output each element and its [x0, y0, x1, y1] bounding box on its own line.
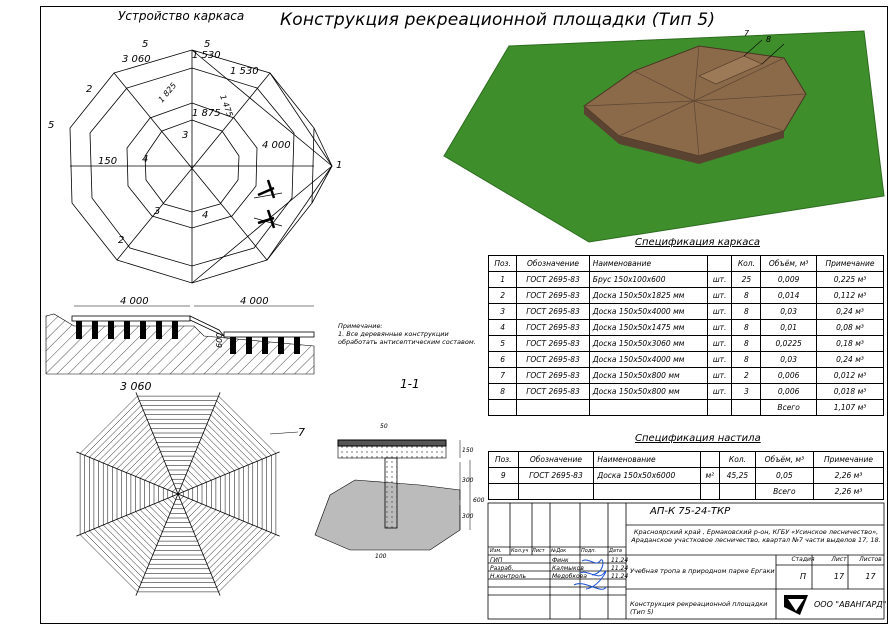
- spec-frame-table: [488, 255, 884, 416]
- frame-dim: 5: [142, 39, 149, 50]
- table-cell: 0,0225: [761, 336, 817, 352]
- table-cell: Поз.: [489, 256, 517, 272]
- detail-dim: 100: [375, 553, 387, 560]
- sheet-value: 17: [833, 572, 845, 581]
- render-callout: 7: [744, 29, 750, 38]
- detail-dim: 300: [462, 513, 474, 520]
- table-cell: 6: [489, 352, 517, 368]
- table-cell: [489, 484, 519, 500]
- table-cell: [594, 484, 700, 500]
- table-cell: Наименование: [594, 452, 700, 468]
- table-cell: 0,012 м³: [816, 368, 883, 384]
- project-location: Красноярский край , Ермаковский р-он, КГБУ «Усинское лесничество», Араданское участковое лесничество, квартал №7 части выделов 17, 18.: [631, 528, 881, 544]
- frame-dim: 5: [204, 39, 211, 50]
- table-cell: 9: [489, 468, 519, 484]
- frame-dim: 2: [118, 235, 125, 246]
- table-cell: Доска 150х50х1825 мм: [589, 288, 707, 304]
- table-cell: Доска 150х50х800 мм: [589, 368, 707, 384]
- frame-dim: 3: [182, 130, 189, 141]
- table-cell: 0,006: [761, 384, 817, 400]
- table-cell: 3: [489, 304, 517, 320]
- table-cell: 0,225 м³: [816, 272, 883, 288]
- table-cell: Брус 150х100х600: [589, 272, 707, 288]
- table-cell: [720, 484, 756, 500]
- stage-label: Стадия: [791, 556, 815, 563]
- detail-title: 1-1: [400, 377, 420, 391]
- table-row: [489, 320, 884, 336]
- frame-dim: 150: [98, 156, 118, 167]
- sheet-label: Лист: [831, 556, 847, 563]
- table-cell: 1,107 м³: [816, 400, 883, 416]
- stamp-person-field: Финк: [552, 557, 569, 564]
- table-row: [489, 272, 884, 288]
- deck-callout: 7: [298, 426, 305, 439]
- table-cell: 2,26 м³: [813, 468, 883, 484]
- table-cell: 2,26 м³: [813, 484, 883, 500]
- table-row: [489, 304, 884, 320]
- table-cell: 0,01: [761, 320, 817, 336]
- table-cell: ГОСТ 2695-83: [517, 368, 590, 384]
- table-cell: ГОСТ 2695-83: [517, 352, 590, 368]
- frame-dim: 4: [202, 210, 209, 221]
- frame-dim: 1 530: [230, 66, 259, 77]
- table-cell: 4: [489, 320, 517, 336]
- table-cell: 2: [732, 368, 761, 384]
- detail-dim: 600: [473, 497, 485, 504]
- table-row: [489, 352, 884, 368]
- table-cell: ГОСТ 2695-83: [517, 288, 590, 304]
- table-cell: Доска 150х50х3060 мм: [589, 336, 707, 352]
- table-cell: 0,08 м³: [816, 320, 883, 336]
- stamp-col-header: Кол.уч: [511, 548, 529, 554]
- table-cell: 7: [489, 368, 517, 384]
- table-cell: 8: [732, 304, 761, 320]
- table-header-row: [489, 452, 884, 468]
- table-cell: [489, 400, 517, 416]
- frame-dim: 1 475: [218, 93, 235, 119]
- table-cell: Поз.: [489, 452, 519, 468]
- spec-deck-table: [488, 451, 884, 500]
- frame-plan-drawing: [42, 28, 372, 300]
- table-cell: 0,03: [761, 304, 817, 320]
- table-cell: 0,018 м³: [816, 384, 883, 400]
- frame-callout: 1: [336, 160, 343, 171]
- stamp-col-header: Изм.: [490, 548, 502, 554]
- stamp-person-field: Калмыков: [552, 565, 584, 572]
- table-cell: шт.: [707, 304, 732, 320]
- detail-dim: 300: [462, 477, 474, 484]
- main-title: Конструкция рекреационной площадки (Тип 5): [280, 10, 716, 30]
- table-cell: 0,24 м³: [816, 352, 883, 368]
- table-cell: [732, 400, 761, 416]
- table-cell: 0,24 м³: [816, 304, 883, 320]
- section-drawing: [44, 296, 334, 376]
- deck-plan-drawing: [60, 376, 320, 616]
- table-cell: 0,05: [755, 468, 813, 484]
- table-cell: [517, 400, 590, 416]
- table-cell: ГОСТ 2695-83: [517, 272, 590, 288]
- table-cell: 45,25: [720, 468, 756, 484]
- sheets-value: 17: [865, 572, 876, 581]
- stamp-person-field: Н.контроль: [490, 573, 526, 580]
- table-total-row: [489, 400, 884, 416]
- frame-dim: 1 825: [156, 80, 179, 105]
- table-cell: Доска 150х50х1475 мм: [589, 320, 707, 336]
- section-dim: 600: [215, 332, 224, 348]
- table-cell: Доска 150х50х4000 мм: [589, 352, 707, 368]
- table-cell: [700, 484, 720, 500]
- frame-dim: 1 530: [192, 50, 221, 61]
- table-cell: Доска 150х50х4000 мм: [589, 304, 707, 320]
- note-text: 1. Все деревянные конструкции обработать антисептическим составом.: [338, 330, 476, 346]
- table-cell: [707, 400, 732, 416]
- deck-dim: 3 060: [120, 380, 152, 393]
- table-cell: 0,03: [761, 352, 817, 368]
- frame-dim: 1 875: [192, 108, 221, 119]
- table-cell: шт.: [707, 272, 732, 288]
- note-title: Примечание:: [338, 322, 383, 330]
- spec-deck-title: Спецификация настила: [635, 433, 761, 444]
- table-row: [489, 384, 884, 400]
- table-cell: 0,18 м³: [816, 336, 883, 352]
- frame-dim: 5: [48, 120, 55, 131]
- table-cell: шт.: [707, 384, 732, 400]
- project-name: Учебная тропа в природном парке Ергаки: [630, 567, 775, 575]
- spec-frame-title: Спецификация каркаса: [635, 237, 761, 248]
- table-cell: ГОСТ 2695-83: [517, 304, 590, 320]
- table-cell: м²: [700, 468, 720, 484]
- table-cell: Всего: [761, 400, 817, 416]
- detail-dim: 50: [380, 423, 388, 430]
- table-cell: Примечание: [816, 256, 883, 272]
- table-cell: ГОСТ 2695-83: [517, 384, 590, 400]
- table-cell: Примечание: [813, 452, 883, 468]
- table-cell: Кол.: [720, 452, 756, 468]
- table-cell: Объём, м³: [761, 256, 817, 272]
- deck-render: [444, 16, 884, 242]
- table-cell: [589, 400, 707, 416]
- frame-dim: 2: [86, 84, 93, 95]
- table-total-row: [489, 484, 884, 500]
- table-row: [489, 288, 884, 304]
- table-cell: 8: [732, 288, 761, 304]
- doc-code: АП-К 75-24-ТКР: [650, 506, 731, 517]
- table-cell: 3: [732, 384, 761, 400]
- table-cell: [707, 256, 732, 272]
- org-name: ООО "АВАНГАРД": [814, 600, 887, 609]
- table-cell: шт.: [707, 320, 732, 336]
- table-cell: 8: [732, 352, 761, 368]
- frame-view-title: Устройство каркаса: [118, 9, 245, 23]
- table-cell: 25: [732, 272, 761, 288]
- detail-dim: 150: [462, 447, 474, 454]
- table-cell: Объём, м³: [755, 452, 813, 468]
- stage-value: П: [799, 572, 806, 581]
- table-cell: 1: [489, 272, 517, 288]
- stamp-person-field: 11.24: [611, 573, 629, 580]
- table-cell: 0,014: [761, 288, 817, 304]
- table-row: [489, 336, 884, 352]
- table-cell: Доска 150х50х800 мм: [589, 384, 707, 400]
- table-cell: 5: [489, 336, 517, 352]
- frame-dim: 4 000: [262, 140, 291, 151]
- render-callout: 8: [766, 35, 772, 44]
- table-cell: 8: [489, 384, 517, 400]
- sheets-label: Листов: [859, 556, 882, 563]
- stamp-col-header: Подп.: [581, 548, 597, 554]
- frame-dim: 4: [142, 154, 149, 165]
- table-cell: шт.: [707, 352, 732, 368]
- table-cell: ГОСТ 2695-83: [517, 336, 590, 352]
- table-header-row: [489, 256, 884, 272]
- table-cell: Обозначение: [517, 256, 590, 272]
- stamp-person-field: Разраб.: [490, 565, 514, 572]
- table-cell: ГОСТ 2695-83: [518, 468, 594, 484]
- table-row: [489, 368, 884, 384]
- table-cell: 8: [732, 320, 761, 336]
- table-row: [489, 468, 884, 484]
- table-cell: Доска 150х50х6000: [594, 468, 700, 484]
- table-cell: шт.: [707, 336, 732, 352]
- stamp-col-header: Дата: [609, 548, 622, 554]
- table-cell: Наименование: [589, 256, 707, 272]
- sheet-title: Конструкция рекреационной площадки (Тип 5): [630, 600, 768, 616]
- frame-dim: 3: [154, 206, 161, 217]
- table-cell: 0,006: [761, 368, 817, 384]
- frame-dim: 3 060: [122, 54, 151, 65]
- table-cell: шт.: [707, 288, 732, 304]
- table-cell: 8: [732, 336, 761, 352]
- table-cell: [700, 452, 720, 468]
- table-cell: 0,009: [761, 272, 817, 288]
- table-cell: ГОСТ 2695-83: [517, 320, 590, 336]
- section-dim: 4 000: [240, 296, 269, 307]
- stamp-person-field: 11.24: [611, 565, 629, 572]
- stamp-person-field: 11.24: [611, 557, 629, 564]
- stamp-person-field: ГИП: [490, 557, 503, 564]
- table-cell: [518, 484, 594, 500]
- table-cell: шт.: [707, 368, 732, 384]
- table-cell: 2: [489, 288, 517, 304]
- table-cell: 0,112 м³: [816, 288, 883, 304]
- table-cell: Всего: [755, 484, 813, 500]
- table-cell: Кол.: [732, 256, 761, 272]
- table-cell: Обозначение: [518, 452, 594, 468]
- section-dim: 4 000: [120, 296, 149, 307]
- detail-drawing: [310, 410, 485, 560]
- stamp-person-field: Медобкова: [552, 573, 587, 580]
- stamp-col-header: №Док: [551, 548, 567, 554]
- stamp-col-header: Лист: [532, 548, 545, 554]
